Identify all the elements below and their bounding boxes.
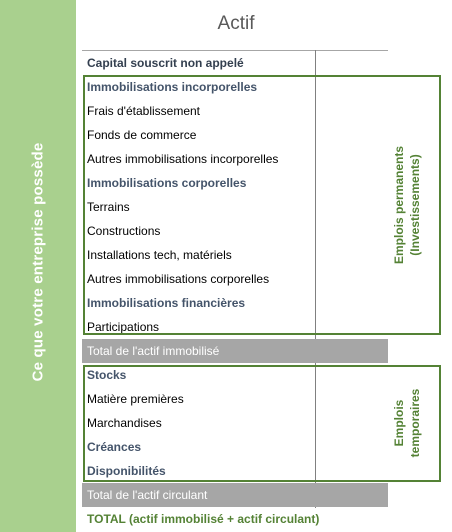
row-creances: Créances [87,440,142,454]
row-stocks: Stocks [87,368,127,382]
row-disponibilites: Disponibilités [87,464,166,478]
row-participations: Participations [87,320,160,334]
side-band [0,0,76,532]
side-label: Ce que votre entreprise possède [29,142,47,382]
row-autres-incorp: Autres immobilisations incorporelles [87,152,279,166]
emplois-temporaires-line1: Emplois [392,399,406,447]
row-grand-total: TOTAL (actif immobilisé + actif circulant) [87,512,320,526]
row-marchandises: Marchandises [87,416,162,430]
row-autres-corp: Autres immobilisations corporelles [87,272,270,286]
row-immo-corporelles: Immobilisations corporelles [87,176,247,190]
emplois-permanents-line2: (Investissements) [408,154,422,256]
row-installations: Installations tech, matériels [87,248,232,262]
emplois-permanents-box [83,75,441,335]
row-total-immobilise: Total de l'actif immobilisé [87,344,220,358]
emplois-temporaires-box [83,365,441,482]
row-terrains: Terrains [87,200,130,214]
emplois-permanents-label [391,146,423,264]
row-total-circulant: Total de l'actif circulant [87,488,208,502]
row-immo-incorporelles: Immobilisations incorporelles [87,80,258,94]
row-immo-financieres: Immobilisations financières [87,296,246,310]
row-frais: Frais d'établissement [87,104,201,118]
row-capital: Capital souscrit non appelé [87,56,244,70]
page-title: Actif [217,13,255,34]
emplois-temporaires-line2: temporaires [408,388,422,458]
row-matiere: Matière premières [87,392,184,406]
emplois-permanents-line1: Emplois permanents [392,145,406,265]
emplois-temporaires-label [391,389,423,458]
row-constructions: Constructions [87,224,161,238]
row-fonds: Fonds de commerce [87,128,197,142]
